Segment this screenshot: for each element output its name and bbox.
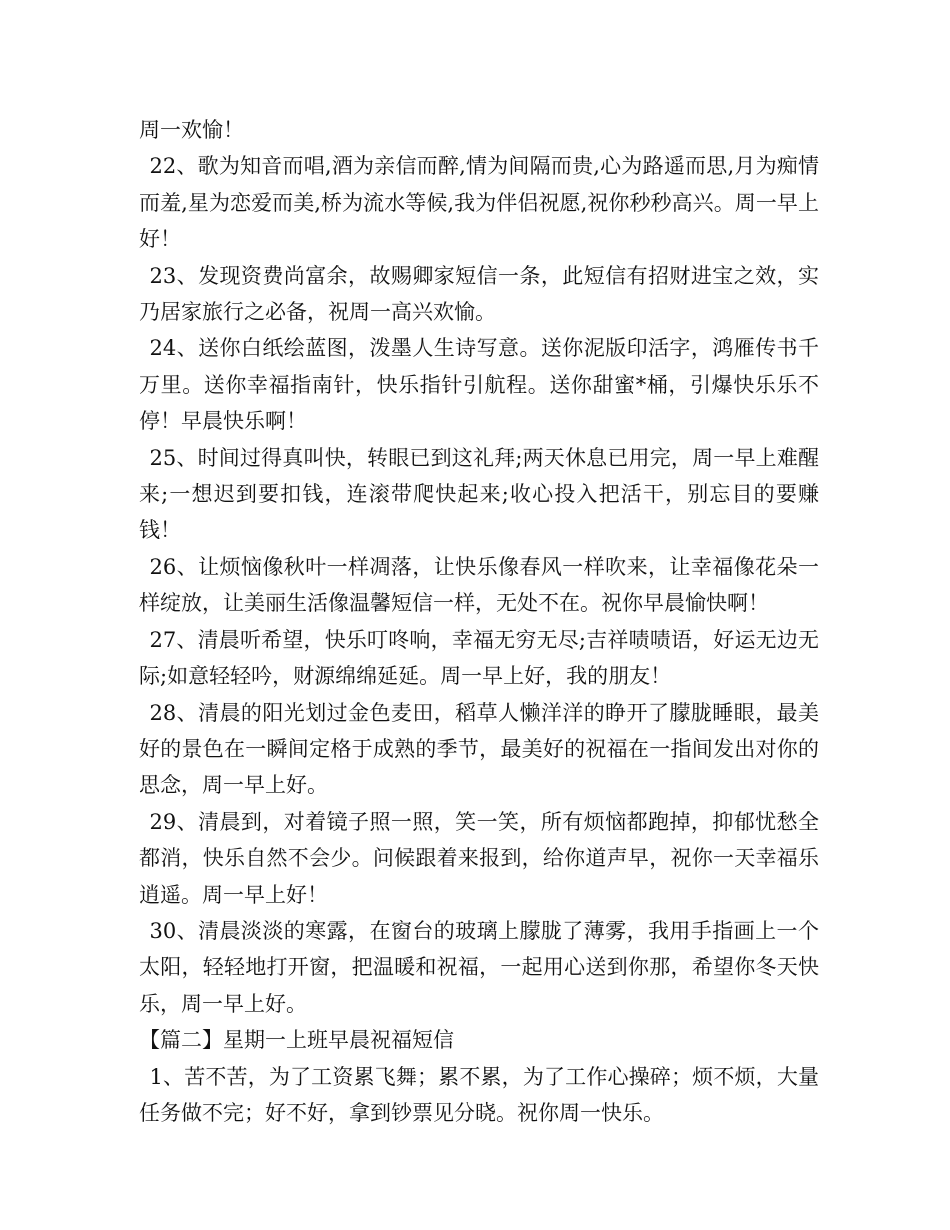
paragraph-item-29: 29、清晨到，对着镜子照一照，笑一笑，所有烦恼都跑掉，抑郁忧愁全都消，快乐自然不会少。问候跟着来报到，给你道声早，祝你一天幸福乐逍遥。周一早上好！ — [139, 809, 819, 907]
paragraph-item-26: 26、让烦恼像秋叶一样凋落，让快乐像春风一样吹来，让幸福像花朵一样绽放，让美丽生活像温馨短信一样，无处不在。祝你早晨愉快啊！ — [139, 554, 819, 616]
paragraph-item-22: 22、歌为知音而唱,酒为亲信而醉,情为间隔而贵,心为路遥而思,月为痴情而羞,星为恋爱而美,桥为流水等候,我为伴侣祝愿,祝你秒秒高兴。周一早上好！ — [139, 154, 819, 252]
paragraph-item-1: 1、苦不苦，为了工资累飞舞；累不累，为了工作心操碎；烦不烦，大量任务做不完；好不好，拿到钞票见分晓。祝你周一快乐。 — [139, 1064, 819, 1125]
paragraph-item-28: 28、清晨的阳光划过金色麦田，稻草人懒洋洋的睁开了朦胧睡眼，最美好的景色在一瞬间定格于成熟的季节，最美好的祝福在一指间发出对你的思念，周一早上好。 — [139, 700, 819, 798]
paragraph-item-23: 23、发现资费尚富余，故赐卿家短信一条，此短信有招财进宝之效，实乃居家旅行之必备，祝周一高兴欢愉。 — [139, 263, 819, 325]
paragraph-item-27: 27、清晨听希望，快乐叮咚响，幸福无穷无尽;吉祥啧啧语，好运无边无际;如意轻轻吟，财源绵绵延延。周一早上好，我的朋友！ — [139, 627, 819, 689]
document-body — [139, 112, 819, 1131]
section-heading: 【篇二】星期一上班早晨祝福短信 — [139, 1028, 454, 1053]
paragraph-item-30: 30、清晨淡淡的寒露，在窗台的玻璃上朦胧了薄雾，我用手指画上一个太阳，轻轻地打开窗，把温暖和祝福，一起用心送到你那，希望你冬天快乐，周一早上好。 — [139, 918, 819, 1016]
paragraph-item-25: 25、时间过得真叫快，转眼已到这礼拜;两天休息已用完，周一早上难醒来;一想迟到要扣钱，连滚带爬快起来;收心投入把活干，别忘目的要赚钱！ — [139, 445, 819, 543]
paragraph-item-24: 24、送你白纸绘蓝图，泼墨人生诗写意。送你泥版印活字，鸿雁传书千万里。送你幸福指南针，快乐指针引航程。送你甜蜜*桶，引爆快乐乐不停！早晨快乐啊！ — [139, 336, 819, 434]
paragraph-continuation: 周一欢愉！ — [139, 118, 244, 142]
